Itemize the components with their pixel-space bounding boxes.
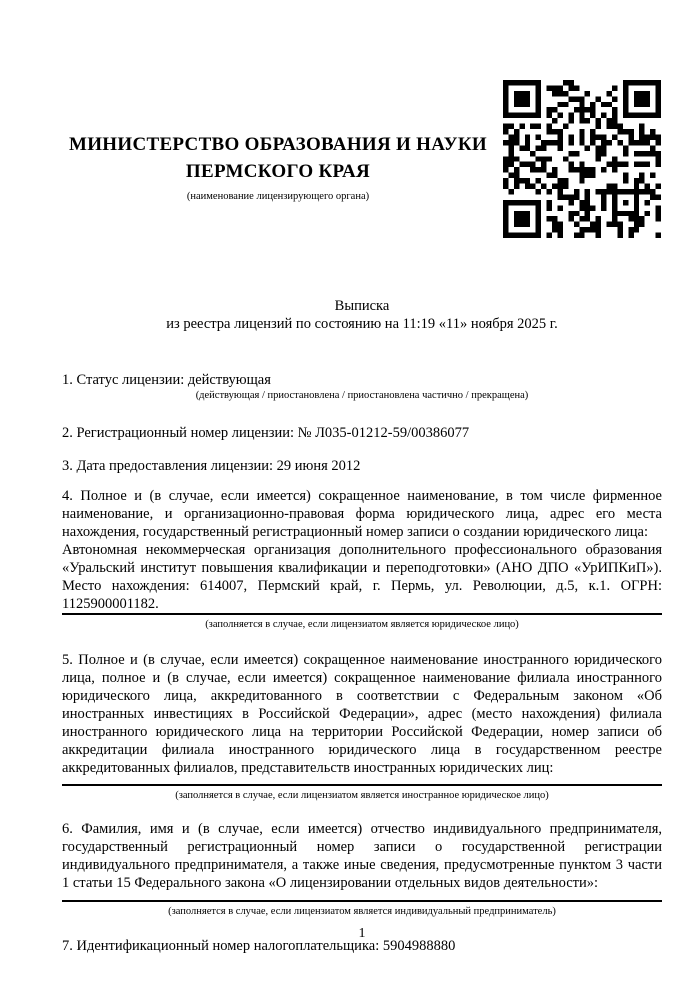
section-5-caption: (заполняется в случае, если лицензиатом является иностранное юридическое лицо) — [175, 790, 549, 801]
licensing-authority-header — [62, 131, 494, 203]
document-body — [62, 364, 662, 955]
section-2-registration-number: 2. Регистрационный номер лицензии: № Л035-01212-59/00386077 — [62, 425, 470, 441]
authority-caption: (наименование лицензирующего органа) — [186, 191, 370, 202]
fill-line-legal-entity — [62, 613, 662, 615]
section-4-caption: (заполняется в случае, если лицензиатом является юридическое лицо) — [205, 619, 519, 630]
section-4-legal-entity-label: 4. Полное и (в случае, если имеется) сокращенное наименование, в том числе фирменное наименование, и организационно-правовая форма юридического лица, адрес его места нахождения, государственный регистрационный номер записи о создании юридического лица: — [62, 488, 662, 540]
section-1-caption: (действующая / приостановлена / приостановлена частично / прекращена) — [195, 390, 529, 401]
section-3-license-date: 3. Дата предоставления лицензии: 29 июня 2012 — [62, 458, 361, 474]
section-5-foreign-entity-label: 5. Полное и (в случае, если имеется) сокращенное наименование иностранного юридического лица, полное и (в случае, если имеется) сокращенное наименование филиала иностранного юридического лица, аккредитованного в соответствии с Федеральным законом «Об иностранных инвестициях в Российской Федерации», адрес (место нахождения) филиала иностранного юридического лица на территории Российской Федерации, номер записи об аккредитации филиала иностранного юридического лица в государственном реестре аккредитованных филиалов, представительств иностранных юридических лиц: — [62, 652, 662, 776]
section-4-legal-entity-value: Автономная некоммерческая организация дополнительного профессионального образования «Уральский институт повышения квалификации и переподготовки» (АНО ДПО «УрИПКиП»). Место нахождения: 614007, Пермский край, г. Пермь, ул. Революции, д.5, к.1. ОГРН: 1125900001182. — [62, 542, 662, 612]
page-number: 1 — [358, 926, 366, 941]
document-heading — [62, 297, 662, 333]
ministry-name-line2: ПЕРМСКОГО КРАЯ — [185, 161, 371, 182]
section-1-status: 1. Статус лицензии: действующая — [62, 372, 271, 388]
fill-line-foreign-entity — [62, 784, 662, 786]
fill-line-entrepreneur — [62, 900, 662, 902]
section-6-entrepreneur-label: 6. Фамилия, имя и (в случае, если имеется) отчество индивидуального предпринимателя, государственный регистрационный номер записи о государственной регистрации индивидуального предпринимателя, а также иные сведения, предусмотренные пунктом 3 части 1 статьи 15 Федерального закона «О лицензировании отдельных видов деятельности»: — [62, 821, 662, 891]
section-6-caption: (заполняется в случае, если лицензиатом является индивидуальный предприниматель) — [168, 906, 556, 917]
ministry-name-line1: МИНИСТЕРСТВО ОБРАЗОВАНИЯ И НАУКИ — [68, 134, 488, 155]
document-title: Выписка — [334, 298, 390, 314]
section-7-taxpayer-number: 7. Идентификационный номер налогоплательщика: 5904988880 — [62, 938, 456, 954]
document-subtitle: из реестра лицензий по состоянию на 11:19 «11» ноября 2025 г. — [166, 316, 558, 332]
qr-code — [503, 80, 661, 238]
